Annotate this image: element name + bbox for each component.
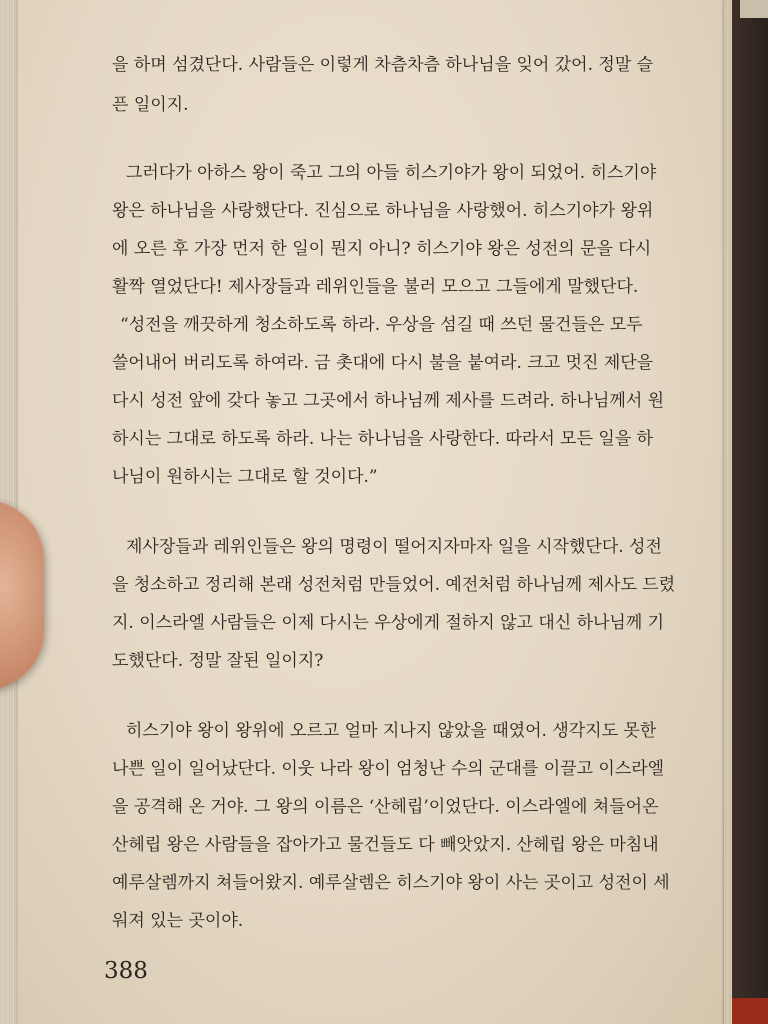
text-line: 을 하며 섬겼단다. 사람들은 이렇게 차츰차츰 하나님을 잊어 갔어. 정말 슬 bbox=[112, 55, 654, 75]
text-line: 하시는 그대로 하도록 하라. 나는 하나님을 사랑한다. 따라서 모든 일을 하 bbox=[112, 429, 654, 449]
text-line: “성전을 깨끗하게 청소하도록 하라. 우상을 섬길 때 쓰던 물건들은 모두 bbox=[120, 315, 643, 335]
text-line: 픈 일이지. bbox=[112, 95, 189, 115]
book-cover-edge bbox=[732, 0, 768, 1024]
text-line: 을 공격해 온 거야. 그 왕의 이름은 ‘산헤립’이었단다. 이스라엘에 쳐들어온 bbox=[112, 797, 659, 817]
text-line: 을 청소하고 정리해 본래 성전처럼 만들었어. 예전처럼 하나님께 제사도 드렸 bbox=[112, 575, 676, 595]
text-line: 그러다가 아하스 왕이 죽고 그의 아들 히스기야가 왕이 되었어. 히스기야 bbox=[126, 163, 657, 183]
text-line: 다시 성전 앞에 갖다 놓고 그곳에서 하나님께 제사를 드려라. 하나님께서 원 bbox=[112, 391, 665, 411]
text-line: 왕은 하나님을 사랑했단다. 진심으로 하나님을 사랑했어. 히스기야가 왕위 bbox=[112, 201, 654, 221]
cover-spine-bottom bbox=[732, 998, 768, 1024]
text-line: 활짝 열었단다! 제사장들과 레위인들을 불러 모으고 그들에게 말했단다. bbox=[112, 277, 639, 297]
text-line: 에 오른 후 가장 먼저 한 일이 뭔지 아니? 히스기야 왕은 성전의 문을 다시 bbox=[112, 239, 652, 259]
text-line: 워져 있는 곳이야. bbox=[112, 911, 244, 931]
text-line: 쓸어내어 버리도록 하여라. 금 촛대에 다시 불을 붙여라. 크고 멋진 제단을 bbox=[112, 353, 654, 373]
text-line: 나쁜 일이 일어났단다. 이웃 나라 왕이 엄청난 수의 군대를 이끌고 이스라엘 bbox=[112, 759, 665, 779]
text-line: 산헤립 왕은 사람들을 잡아가고 물건들도 다 빼앗았지. 산헤립 왕은 마침내 bbox=[112, 835, 659, 855]
text-line: 나님이 원하시는 그대로 할 것이다.” bbox=[112, 467, 378, 487]
text-line: 히스기야 왕이 왕위에 오르고 얼마 지나지 않았을 때였어. 생각지도 못한 bbox=[126, 721, 657, 741]
text-line: 지. 이스라엘 사람들은 이제 다시는 우상에게 절하지 않고 대신 하나님께 기 bbox=[112, 613, 665, 633]
text-line: 도했단다. 정말 잘된 일이지? bbox=[112, 651, 324, 671]
page-number: 388 bbox=[104, 958, 148, 984]
cover-corner bbox=[740, 0, 768, 18]
page-edge-right bbox=[724, 0, 732, 1024]
text-line: 제사장들과 레위인들은 왕의 명령이 떨어지자마자 일을 시작했단다. 성전 bbox=[126, 537, 662, 557]
text-line: 예루살렘까지 쳐들어왔지. 예루살렘은 히스기야 왕이 사는 곳이고 성전이 세 bbox=[112, 873, 670, 893]
